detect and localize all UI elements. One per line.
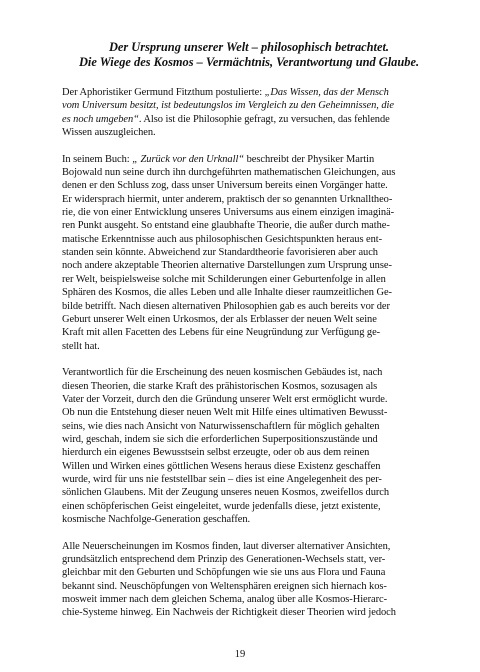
text-segment: beschreibt der Physiker Martin xyxy=(244,153,375,165)
paragraph-line: Kraft mit allen Facetten des Lebens für eine Neugründung zur Verfügung ge- xyxy=(62,327,381,339)
paragraph-line: hierdurch ein eigenes Bewusstsein selbst erzeugte, oder ob aus dem reinen xyxy=(62,447,370,459)
paragraph-line: grundsätzlich entsprechend dem Prinzip des Generationen-Wechsels statt, ver- xyxy=(62,554,386,566)
quote-text: es noch umgeben“ xyxy=(62,113,139,125)
paragraph-line: Sphären des Kosmos, die alles Leben und alle Inhalte dieser raumzeitlichen Ge- xyxy=(62,287,392,299)
paragraph-line: noch andere akzeptable Theorien alternative Darstellungen zum Ursprung unse- xyxy=(62,260,392,272)
paragraph-line: ren Punkt ausgeht. So entstand eine glaubhafte Theorie, die außer durch mathe- xyxy=(62,220,390,232)
paragraph-line: Willen und Wirken eines göttlichen Wesens heraus diese Existenz geschaffen xyxy=(62,460,381,472)
paragraph-line: mosweit immer nach dem gleichen Schema, analog über alle Kosmos-Hierarc- xyxy=(62,594,388,606)
text-segment: Der Aphoristiker Germund Fitzthum postulierte: xyxy=(62,87,265,98)
paragraph-1 xyxy=(62,86,436,139)
book-title: „ Zurück vor den Urknall“ xyxy=(132,153,245,165)
paragraph-line: Alle Neuerscheinungen im Kosmos finden, laut diverser alternativer Ansichten, xyxy=(62,540,391,552)
paragraph-line: Wissen auszugleichen. xyxy=(62,127,156,139)
paragraph-line: gleichbar mit den Geburten und Schöpfungen wie sie uns aus Flora und Fauna xyxy=(62,567,386,579)
page-title xyxy=(62,40,436,70)
paragraph-line: Bojowald nun seine durch ihn durchgeführten mathematischen Gleichungen, aus xyxy=(62,167,396,179)
paragraph-line: sönlichen Glaubens. Mit der Zeugung unseres neuen Kosmos, zweifellos durch xyxy=(62,487,390,499)
quote-text: vom Universum besitzt, ist bedeutungslos im Vergleich zu den Geheimnissen, die xyxy=(62,100,394,112)
paragraph-4 xyxy=(62,540,436,620)
paragraph-line: standen sein könnte. Abweichend zur Standardtheorie favorisieren aber auch xyxy=(62,247,378,259)
paragraph-line: diesen Theorien, die starke Kraft des prähistorischen Kosmos, sozusagen als xyxy=(62,380,378,392)
paragraph-line: stellt hat. xyxy=(62,340,100,352)
title-line-1: Der Ursprung unserer Welt – philosophisch betrachtet. xyxy=(108,40,390,54)
paragraph-line: Er widersprach hiermit, unter anderem, praktisch der so genannten Urknalltheo- xyxy=(62,193,393,205)
paragraph-line: Ob nun die Entstehung dieser neuen Welt mit Hilfe eines ultimativen Bewusst- xyxy=(62,407,388,419)
paragraph-line: Geburt unserer Welt einen Urkosmos, der als Erblasser der neuen Welt seine xyxy=(62,313,377,325)
paragraph-line xyxy=(62,113,436,126)
text-segment: . Also ist die Philosophie gefragt, zu versuchen, das fehlende xyxy=(138,113,390,125)
paragraph-line: matische Erkenntnisse auch aus philosophischen Gesichtspunkten heraus ent- xyxy=(62,233,383,245)
paragraph-line: seins, wie dies nach Ansicht von Naturwissenschaftlern für möglich gehalten xyxy=(62,420,380,432)
paragraph-line: kosmische Nachfolge-Generation geschaffen. xyxy=(62,514,251,525)
paragraph-line: wurde, wird für uns nie feststellbar sein – dies ist eine Angelegenheit des per- xyxy=(62,473,382,485)
paragraph-line: einen schöpferischen Geist eingeleitet, wurde jedenfalls diese, jetzt existente, xyxy=(62,500,381,512)
paragraph-line: denen er den Schluss zog, dass unser Universum bereits einen Vorgänger hatte. xyxy=(62,180,388,192)
paragraph-line xyxy=(62,153,436,166)
paragraph-line: Vater der Vorzeit, durch den die Gründung unserer Welt erst ermöglicht wurde. xyxy=(62,393,388,405)
paragraph-3 xyxy=(62,366,436,526)
paragraph-line xyxy=(62,99,436,112)
paragraph-line: rer Welt, beispielsweise solche mit Schilderungen einer Geburtenfolge in allen xyxy=(62,273,386,285)
paragraph-line: rie, die von einer Entwicklung unseres Universums aus einem einzigen imaginä- xyxy=(62,207,395,219)
paragraph-line: bekannt sind. Neuschöpfungen von Weltensphären ereignen sich hiernach kos- xyxy=(62,580,387,592)
paragraph-line xyxy=(62,86,436,99)
title-line-2: Die Wiege des Kosmos – Vermächtnis, Verantwortung und Glaube. xyxy=(78,55,420,69)
text-segment: In seinem Buch: xyxy=(62,153,133,165)
page-number: 19 xyxy=(234,649,246,660)
paragraph-line: bilde betrifft. Nach diesen alternativen Philosophien gab es auch bereits vor der xyxy=(62,300,390,312)
paragraph-line: chie-Systeme hinweg. Ein Nachweis der Richtigkeit dieser Theorien wird jedoch xyxy=(62,607,396,619)
quote-text: „Das Wissen, das der Mensch xyxy=(264,87,389,98)
paragraph-2 xyxy=(62,153,436,353)
paragraph-line: Verantwortlich für die Erscheinung des neuen kosmischen Gebäudes ist, nach xyxy=(62,367,383,379)
paragraph-line: wird, geschah, indem sie sich die erforderlichen Superpositionszustände und xyxy=(62,433,378,445)
